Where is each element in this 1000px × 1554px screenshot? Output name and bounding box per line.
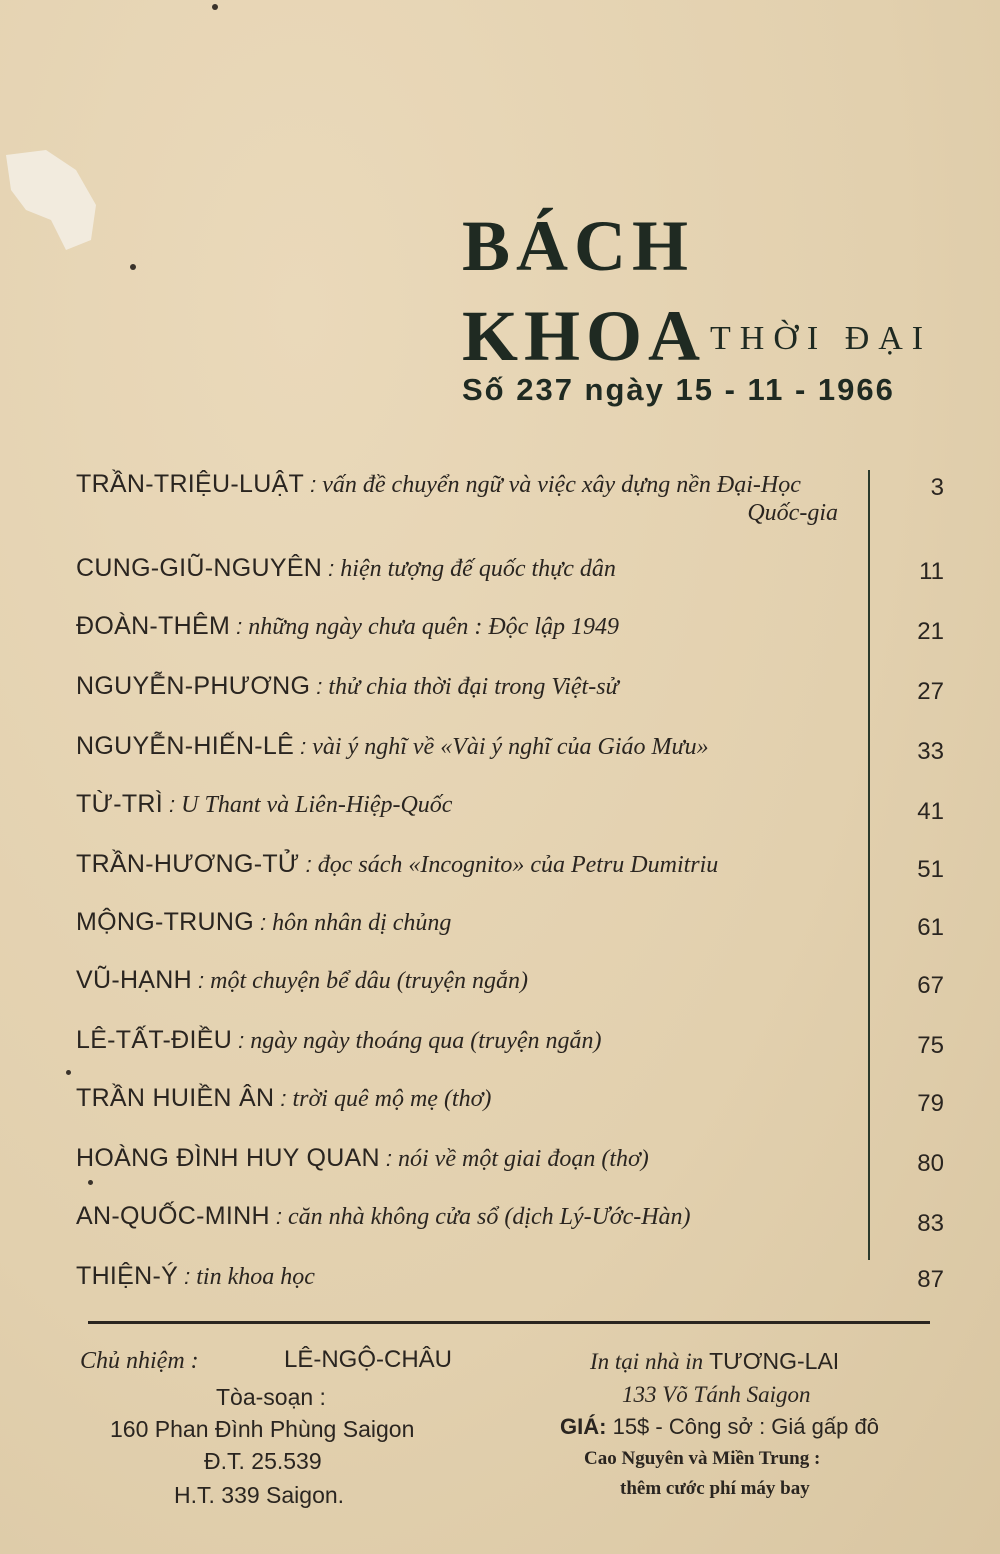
office-phone: Đ.T. 25.539 bbox=[204, 1448, 322, 1474]
toc-row: HOÀNG ĐÌNH HUY QUAN : nói về một giai đoạn (thơ) 80 bbox=[76, 1144, 944, 1177]
toc-author: NGUYỄN-PHƯƠNG bbox=[76, 672, 311, 700]
toc-author: THIỆN-Ý bbox=[76, 1262, 179, 1290]
director-name: LÊ-NGỘ-CHÂU bbox=[284, 1346, 453, 1373]
toc-page-number: 51 bbox=[917, 856, 944, 883]
toc-page-number: 87 bbox=[917, 1266, 944, 1293]
ink-speck bbox=[130, 264, 136, 270]
toc-title: thử chia thời đại trong Việt-sử bbox=[328, 674, 619, 700]
office-label: Tòa-soạn : bbox=[216, 1384, 326, 1410]
toc-page-number: 33 bbox=[917, 738, 944, 765]
torn-corner bbox=[6, 150, 106, 250]
toc-title-continued: Quốc-gia bbox=[747, 500, 838, 526]
toc-author: TỪ-TRÌ bbox=[76, 790, 164, 818]
toc-page-number: 11 bbox=[919, 558, 944, 585]
director-label: Chủ nhiệm : bbox=[80, 1348, 199, 1374]
price-value: 15$ - Công sở : Giá gấp đô bbox=[612, 1414, 879, 1439]
office-address: 160 Phan Đình Phùng Saigon bbox=[110, 1416, 415, 1442]
toc-author: TRẦN-HƯƠNG-TỬ bbox=[76, 850, 300, 878]
toc-title: ngày ngày thoáng qua (truyện ngắn) bbox=[250, 1028, 602, 1054]
magazine-title-line1: BÁCH bbox=[462, 206, 695, 286]
printer-name: TƯƠNG-LAI bbox=[709, 1348, 840, 1374]
toc-title: căn nhà không cửa sổ (dịch Lý-Ước-Hàn) bbox=[287, 1204, 691, 1230]
toc-author: ĐOÀN-THÊM bbox=[76, 612, 231, 640]
toc-title: hôn nhân dị chủng bbox=[272, 910, 452, 936]
toc-title: tin khoa học bbox=[196, 1264, 315, 1290]
toc-row: VŨ-HẠNH : một chuyện bể dâu (truyện ngắn) 67 bbox=[76, 966, 944, 999]
toc-row: TRẦN-TRIỆU-LUẬT : vấn đề chuyển ngữ và việc xây dựng nền Đại-Học Quốc-gia 3 bbox=[76, 470, 944, 526]
magazine-subtitle: THỜI ĐẠI bbox=[710, 320, 933, 357]
toc-author: NGUYỄN-HIẾN-LÊ bbox=[76, 732, 295, 760]
price-label: GIÁ: bbox=[560, 1414, 607, 1439]
toc-title: những ngày chưa quên : Độc lập 1949 bbox=[248, 614, 619, 640]
toc-title: đọc sách «Incognito» của Petru Dumitriu bbox=[317, 852, 719, 878]
toc-row: TỪ-TRÌ : U Thant và Liên-Hiệp-Quốc 41 bbox=[76, 790, 944, 825]
magazine-title-line2: KHOA bbox=[462, 296, 707, 376]
office-po-box: H.T. 339 Saigon. bbox=[174, 1482, 345, 1508]
toc-row: AN-QUỐC-MINH : căn nhà không cửa sổ (dịch Lý-Ước-Hàn) 83 bbox=[76, 1202, 944, 1237]
toc-page-number: 41 bbox=[917, 798, 944, 825]
toc-row: THIỆN-Ý : tin khoa học 87 bbox=[76, 1262, 944, 1293]
toc-page-number: 61 bbox=[917, 914, 944, 941]
price-note-2: thêm cước phí máy bay bbox=[620, 1478, 810, 1499]
toc-title: một chuyện bể dâu (truyện ngắn) bbox=[210, 968, 529, 994]
price-note-1: Cao Nguyên và Miền Trung : bbox=[584, 1448, 821, 1469]
toc-author: TRẦN HUIỀN ÂN bbox=[76, 1084, 275, 1112]
toc-page-number: 83 bbox=[917, 1210, 944, 1237]
toc-row: LÊ-TẤT-ĐIỀU : ngày ngày thoáng qua (truyện ngắn) 75 bbox=[76, 1026, 944, 1059]
toc-title: vài ý nghĩ về «Vài ý nghĩ của Giáo Mưu» bbox=[312, 734, 709, 760]
toc-row: ĐOÀN-THÊM : những ngày chưa quên : Độc lập 1949 21 bbox=[76, 612, 944, 645]
printer-label: In tại nhà in bbox=[590, 1349, 704, 1374]
toc-title: nói về một giai đoạn (thơ) bbox=[398, 1146, 649, 1172]
toc-author: MỘNG-TRUNG bbox=[76, 908, 254, 936]
toc-page-number: 80 bbox=[917, 1150, 944, 1177]
toc-page-number: 67 bbox=[917, 972, 944, 999]
ink-speck bbox=[66, 1070, 71, 1075]
toc-author: CUNG-GIŨ-NGUYÊN bbox=[76, 554, 323, 582]
toc-page-number: 21 bbox=[917, 618, 944, 645]
toc-title: vấn đề chuyển ngữ và việc xây dựng nền Đại-Học bbox=[322, 472, 801, 498]
toc-row: TRẦN HUIỀN ÂN : trời quê mộ mẹ (thơ) 79 bbox=[76, 1084, 944, 1117]
toc-title: hiện tượng đế quốc thực dân bbox=[340, 556, 616, 582]
toc-page-number: 75 bbox=[917, 1032, 944, 1059]
toc-row: MỘNG-TRUNG : hôn nhân dị chủng 61 bbox=[76, 908, 944, 941]
toc-page-number: 79 bbox=[917, 1090, 944, 1117]
toc-row: TRẦN-HƯƠNG-TỬ : đọc sách «Incognito» của Petru Dumitriu 51 bbox=[76, 850, 944, 883]
toc-author: TRẦN-TRIỆU-LUẬT bbox=[76, 470, 305, 498]
toc-page-number: 27 bbox=[917, 678, 944, 705]
toc-row: NGUYỄN-PHƯƠNG : thử chia thời đại trong Việt-sử 27 bbox=[76, 672, 944, 705]
toc-author: VŨ-HẠNH bbox=[76, 966, 192, 994]
toc-author: HOÀNG ĐÌNH HUY QUAN bbox=[76, 1144, 380, 1172]
printer-address: 133 Võ Tánh Saigon bbox=[622, 1382, 811, 1407]
toc-page-number: 3 bbox=[930, 474, 944, 501]
toc-author: LÊ-TẤT-ĐIỀU bbox=[76, 1026, 233, 1054]
toc-row: CUNG-GIŨ-NGUYÊN : hiện tượng đế quốc thực dân 11 bbox=[76, 554, 944, 585]
toc-title: trời quê mộ mẹ (thơ) bbox=[292, 1086, 492, 1112]
issue-line: Số 237 ngày 15 - 11 - 1966 bbox=[462, 372, 895, 407]
toc-author: AN-QUỐC-MINH bbox=[76, 1202, 270, 1230]
colophon-divider bbox=[88, 1321, 930, 1324]
toc-row: NGUYỄN-HIẾN-LÊ : vài ý nghĩ về «Vài ý nghĩ của Giáo Mưu» 33 bbox=[76, 732, 944, 765]
toc-title: U Thant và Liên-Hiệp-Quốc bbox=[181, 792, 453, 818]
ink-speck bbox=[212, 4, 218, 10]
